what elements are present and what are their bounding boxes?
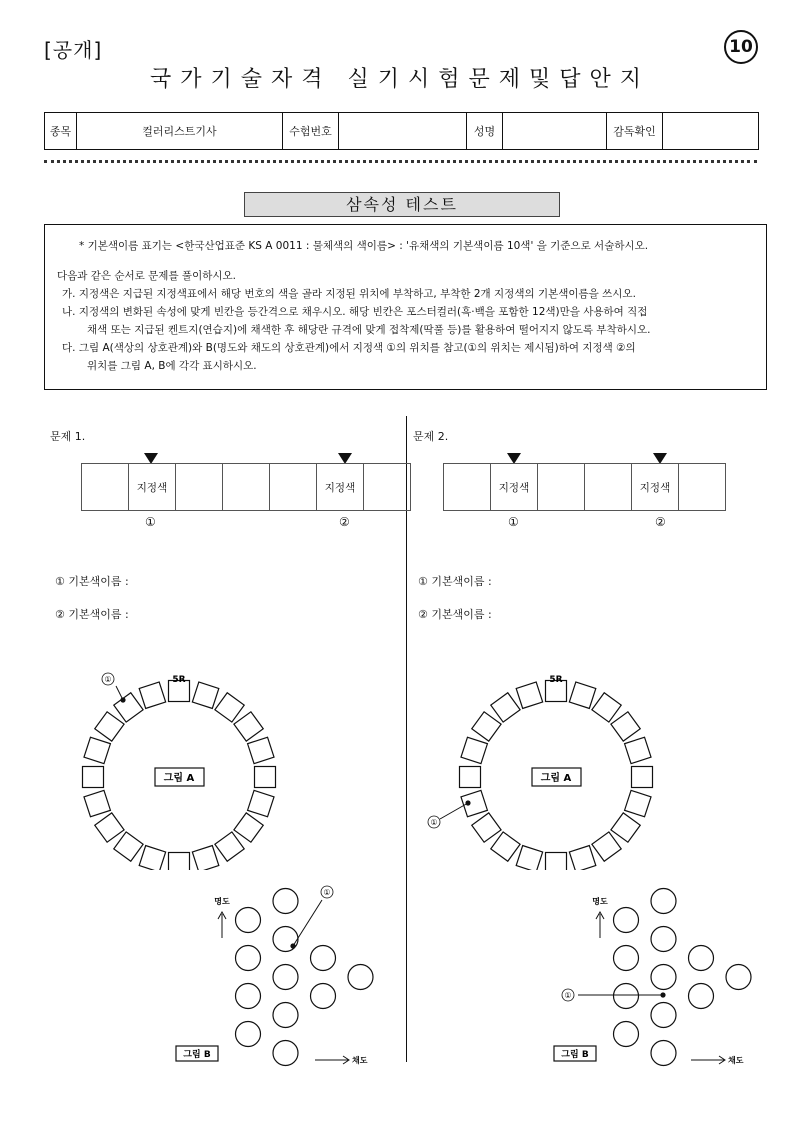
hue-chip-slot[interactable] [472, 712, 501, 741]
hue-chip-slot[interactable] [516, 846, 542, 870]
value-chroma-slot[interactable] [236, 908, 261, 933]
figure-a-hue-circle [420, 660, 660, 870]
value-chroma-slot[interactable] [689, 984, 714, 1009]
value-chroma-slot[interactable] [651, 889, 676, 914]
marker-1-text: ① [430, 818, 438, 827]
marker-2-number: ② [339, 515, 350, 529]
value-chroma-slot[interactable] [651, 965, 676, 990]
figure-a-label: 그림 A [540, 773, 572, 784]
value-chroma-slot[interactable] [236, 946, 261, 971]
position-dot [465, 800, 470, 805]
value-chroma-slot[interactable] [689, 946, 714, 971]
form-number-badge: 10 [724, 30, 758, 64]
answer-2-line: ② 기본색이름 : [418, 608, 492, 621]
hue-chip-slot[interactable] [461, 790, 487, 816]
instructions-box [44, 224, 767, 390]
value-chroma-slot[interactable] [614, 946, 639, 971]
problem-1-color-strip [82, 463, 411, 511]
hue-chip-slot[interactable] [625, 737, 651, 763]
marker-leader-line [293, 900, 322, 946]
value-chroma-slot[interactable] [726, 965, 751, 990]
hue-chip-slot[interactable] [248, 790, 274, 816]
value-chroma-slot[interactable] [651, 1041, 676, 1066]
hue-chip-slot[interactable] [472, 813, 501, 842]
hue-chip-slot[interactable] [83, 767, 104, 788]
hue-chip-slot[interactable] [516, 682, 542, 708]
strip-cell[interactable] [584, 463, 632, 511]
hue-chip-slot[interactable] [625, 790, 651, 816]
marker-1-number: ① [508, 515, 519, 529]
strip-cell[interactable] [175, 463, 223, 511]
hue-chip-slot[interactable] [114, 832, 143, 861]
exam-number-field[interactable] [339, 113, 467, 149]
hue-chip-slot[interactable] [546, 853, 567, 871]
hue-chip-slot[interactable] [234, 712, 263, 741]
hue-chip-slot[interactable] [215, 832, 244, 861]
jongmok-label: 종목 [45, 113, 77, 149]
supervisor-label: 감독확인 [607, 113, 663, 149]
value-axis-label: 명도 [214, 897, 230, 906]
value-chroma-slot[interactable] [273, 1003, 298, 1028]
instruction-item-na-cont: 채색 또는 지급된 켄트지(연습지)에 채색한 후 해당란 규격에 맞게 접착제(딱풀 등)를 활용하여 떨어지지 않도록 부착하시오. [87, 324, 651, 336]
strip-cell[interactable] [537, 463, 585, 511]
dotted-divider [44, 160, 757, 163]
marker-1-text: ① [564, 991, 572, 1000]
instruction-item-da-cont: 위치를 그림 A, B에 각각 표시하시오. [87, 360, 257, 372]
strip-cell-designated[interactable]: 지정색 [128, 463, 176, 511]
strip-cell[interactable] [443, 463, 491, 511]
strip-cell-designated[interactable]: 지정색 [490, 463, 538, 511]
hue-chip-slot[interactable] [95, 813, 124, 842]
marker-leader-line [440, 803, 468, 819]
answer-1-line: ① 기본색이름 : [418, 575, 492, 588]
problem-2-color-strip [444, 463, 726, 511]
marker-1-text: ① [323, 888, 331, 897]
hue-chip-slot[interactable] [139, 846, 165, 870]
figure-b-label: 그림 B [183, 1050, 211, 1060]
marker-2-number: ② [655, 515, 666, 529]
figure-a-label: 그림 A [163, 773, 195, 784]
hue-5r-label: 5R [549, 675, 563, 685]
chroma-axis-label: 채도 [352, 1056, 368, 1065]
position-dot [120, 697, 125, 702]
value-chroma-slot[interactable] [236, 984, 261, 1009]
figure-b-value-chroma-chart [170, 880, 390, 1070]
exam-number-label: 수험번호 [283, 113, 339, 149]
answer-2-line: ② 기본색이름 : [55, 608, 129, 621]
figure-b-value-chroma-chart [548, 880, 768, 1070]
position-dot [290, 943, 295, 948]
hue-chip-slot[interactable] [611, 712, 640, 741]
instruction-item-na: 나. 지정색의 변화된 속성에 맞게 빈칸을 등간격으로 채우시오. 해당 빈칸은 포스터컬러(흑·백을 포함한 12색)만을 사용하여 직접 [62, 306, 648, 318]
hue-chip-slot[interactable] [592, 832, 621, 861]
hue-chip-slot[interactable] [84, 790, 110, 816]
strip-cell[interactable] [678, 463, 726, 511]
hue-chip-slot[interactable] [84, 737, 110, 763]
hue-chip-slot[interactable] [491, 832, 520, 861]
hue-chip-slot[interactable] [248, 737, 274, 763]
chroma-axis-label: 채도 [728, 1056, 744, 1065]
hue-chip-slot[interactable] [95, 712, 124, 741]
value-chroma-slot[interactable] [311, 946, 336, 971]
subject-title: 삼속성 테스트 [244, 192, 560, 217]
value-chroma-slot[interactable] [273, 965, 298, 990]
figure-b-label: 그림 B [561, 1050, 589, 1060]
hue-chip-slot[interactable] [169, 853, 190, 871]
hue-chip-slot[interactable] [632, 767, 653, 788]
instruction-note: * 기본색이름 표기는 <한국산업표준 KS A 0011 : 물체색의 색이름> : '유채색의 기본색이름 10색' 을 기준으로 서술하시오. [79, 240, 649, 252]
value-chroma-slot[interactable] [273, 1041, 298, 1066]
name-field[interactable] [503, 113, 607, 149]
value-chroma-slot[interactable] [651, 927, 676, 952]
value-chroma-slot[interactable] [311, 984, 336, 1009]
value-axis-label: 명도 [592, 897, 608, 906]
column-divider [406, 416, 407, 1062]
hue-chip-slot[interactable] [491, 693, 520, 722]
problem-1-label: 문제 1. [50, 430, 86, 443]
hue-chip-slot[interactable] [592, 693, 621, 722]
public-tag: [공개] [44, 38, 103, 62]
hue-chip-slot[interactable] [114, 693, 143, 722]
hue-chip-slot[interactable] [215, 693, 244, 722]
value-chroma-slot[interactable] [273, 889, 298, 914]
answer-1-line: ① 기본색이름 : [55, 575, 129, 588]
value-chroma-slot[interactable] [614, 1022, 639, 1047]
strip-cell-designated[interactable]: 지정색 [316, 463, 364, 511]
name-label: 성명 [467, 113, 503, 149]
exam-info-table [44, 112, 759, 150]
value-chroma-slot[interactable] [614, 908, 639, 933]
figure-a-hue-circle [60, 660, 300, 870]
position-dot [660, 992, 665, 997]
strip-cell-designated[interactable]: 지정색 [631, 463, 679, 511]
value-chroma-slot[interactable] [614, 984, 639, 1009]
instruction-item-da: 다. 그림 A(색상의 상호관계)와 B(명도와 채도의 상호관계)에서 지정색 ①의 위치를 참고(①의 위치는 제시됨)하여 지정색 ②의 [62, 342, 636, 354]
page-title: 국가기술자격 실기시험문제및답안지 [149, 67, 651, 92]
jongmok-value: 컬러리스트기사 [77, 113, 283, 149]
hue-chip-slot[interactable] [139, 682, 165, 708]
marker-1-text: ① [104, 675, 112, 684]
hue-chip-slot[interactable] [234, 813, 263, 842]
value-chroma-slot[interactable] [348, 965, 373, 990]
value-chroma-slot[interactable] [236, 1022, 261, 1047]
hue-chip-slot[interactable] [461, 737, 487, 763]
instruction-intro: 다음과 같은 순서로 문제를 풀이하시오. [57, 270, 236, 282]
hue-chip-slot[interactable] [192, 682, 218, 708]
marker-1-number: ① [145, 515, 156, 529]
hue-5r-label: 5R [172, 675, 186, 685]
hue-chip-slot[interactable] [255, 767, 276, 788]
supervisor-field[interactable] [663, 113, 758, 149]
hue-chip-slot[interactable] [460, 767, 481, 788]
strip-cell[interactable] [222, 463, 270, 511]
instruction-item-ga: 가. 지정색은 지급된 지정색표에서 해당 번호의 색을 골라 지정된 위치에 부착하고, 부착한 2개 지정색의 기본색이름을 쓰시오. [62, 288, 636, 300]
hue-chip-slot[interactable] [192, 846, 218, 870]
strip-cell[interactable] [363, 463, 411, 511]
strip-cell[interactable] [269, 463, 317, 511]
hue-chip-slot[interactable] [569, 682, 595, 708]
value-chroma-slot[interactable] [651, 1003, 676, 1028]
hue-chip-slot[interactable] [569, 846, 595, 870]
hue-chip-slot[interactable] [611, 813, 640, 842]
problem-2-label: 문제 2. [413, 430, 449, 443]
strip-cell[interactable] [81, 463, 129, 511]
